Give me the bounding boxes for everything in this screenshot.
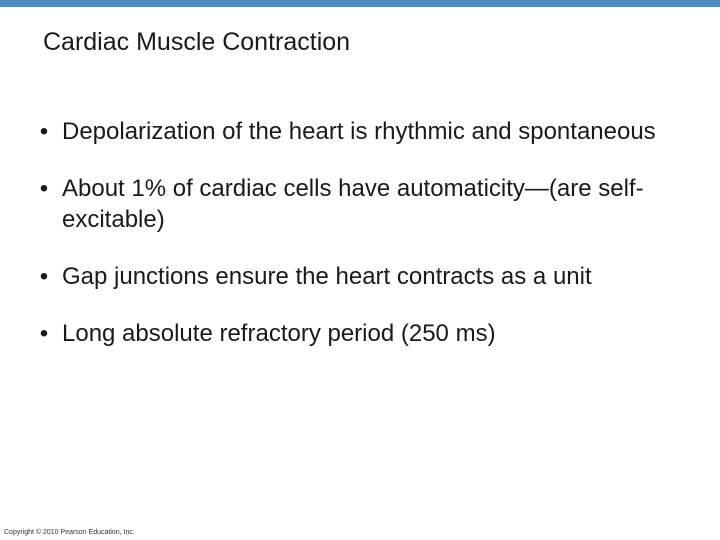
bullet-marker: • xyxy=(39,263,49,290)
bullet-item xyxy=(34,116,684,147)
bullet-text: Gap junctions ensure the heart contracts as a unit xyxy=(62,263,592,290)
bullet-item xyxy=(34,261,684,292)
bullet-list xyxy=(34,116,684,375)
bullet-marker: • xyxy=(39,320,49,347)
bullet-text: About 1% of cardiac cells have automaticity—(are self-excitable) xyxy=(62,175,644,233)
bullet-marker: • xyxy=(39,118,49,145)
bullet-item xyxy=(34,173,684,235)
slide-title: Cardiac Muscle Contraction xyxy=(43,28,351,56)
bullet-text: Long absolute refractory period (250 ms) xyxy=(62,320,496,347)
bullet-text: Depolarization of the heart is rhythmic and spontaneous xyxy=(62,118,656,145)
bullet-marker: • xyxy=(39,175,49,202)
bullet-item xyxy=(34,318,684,349)
copyright-notice: Copyright © 2010 Pearson Education, Inc. xyxy=(4,529,135,536)
top-accent-bar xyxy=(0,0,720,7)
